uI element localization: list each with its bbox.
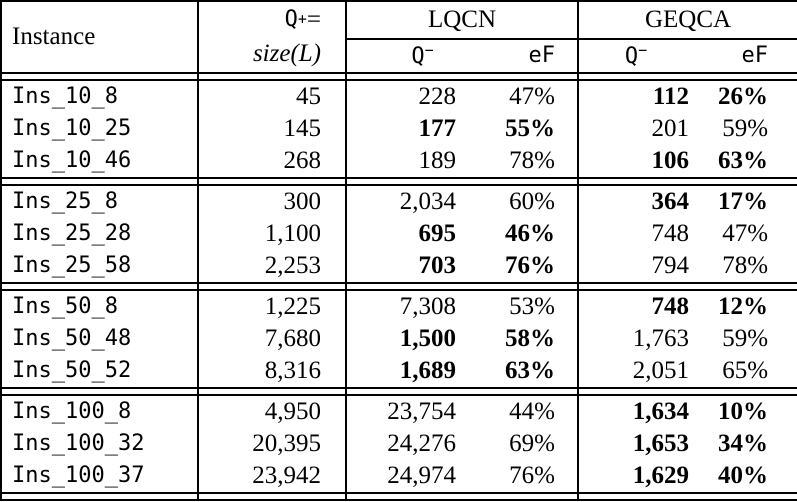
header-size	[198, 1, 346, 73]
lqcn-ef-cell: 60%	[462, 185, 578, 218]
table-body	[1, 73, 797, 500]
lqcn-ef-cell: 47%	[462, 80, 578, 113]
table-row	[1, 80, 797, 113]
size-cell: 300	[198, 185, 346, 218]
lqcn-ef-cell: 78%	[462, 145, 578, 178]
group-separator-rule	[1, 388, 797, 395]
lqcn-ef-cell: 53%	[462, 290, 578, 323]
instance-cell: Ins_50_52	[1, 355, 198, 388]
geqca-ef-cell: 26%	[718, 82, 769, 110]
header-lqcn: LQCN	[346, 1, 578, 39]
geqca-ef-cell: 47%	[722, 219, 769, 247]
header-lqcn-ef: eF	[462, 39, 578, 73]
table-row	[1, 185, 797, 218]
geqca-q-cell: 794	[651, 251, 689, 279]
lqcn-ef-cell: 76%	[462, 250, 578, 283]
header-geqca-qminus: Q−	[624, 40, 648, 69]
geqca-q-cell: 201	[651, 114, 689, 142]
size-cell: 2,253	[198, 250, 346, 283]
table-row	[1, 145, 797, 178]
instance-cell: Ins_10_46	[1, 145, 198, 178]
lqcn-q-cell: 1,689	[399, 356, 456, 384]
lqcn-q-cell: 695	[418, 219, 456, 247]
table-row	[1, 323, 797, 355]
lqcn-q-cell: 703	[418, 251, 456, 279]
header-row-top	[1, 1, 797, 39]
group-separator-rule	[1, 178, 797, 185]
group-separator-rule	[1, 283, 797, 290]
geqca-ef-cell: 78%	[722, 251, 769, 279]
instance-cell: Ins_25_8	[1, 185, 198, 218]
lqcn-q-cell: 177	[418, 114, 456, 142]
size-cell: 145	[198, 113, 346, 145]
geqca-q-cell: 748	[651, 292, 689, 320]
header-q-plus-eq: Q + =	[284, 5, 321, 33]
table-row	[1, 290, 797, 323]
geqca-ef-cell: 34%	[718, 429, 769, 457]
group-separator-rule	[1, 493, 797, 500]
table-row	[1, 355, 797, 388]
header-geqca: GEQCA	[578, 1, 797, 39]
size-cell: 23,942	[198, 460, 346, 493]
instance-cell: Ins_10_25	[1, 113, 198, 145]
geqca-q-cell: 1,634	[632, 397, 689, 425]
size-cell: 268	[198, 145, 346, 178]
table-row	[1, 460, 797, 493]
lqcn-ef-cell: 55%	[462, 113, 578, 145]
lqcn-ef-cell: 46%	[462, 218, 578, 250]
table-row	[1, 395, 797, 428]
instance-cell: Ins_100_8	[1, 395, 198, 428]
lqcn-q-cell: 228	[418, 82, 456, 110]
table-row	[1, 218, 797, 250]
geqca-ef-cell: 17%	[718, 187, 769, 215]
table-row	[1, 113, 797, 145]
geqca-q-cell: 106	[651, 146, 689, 174]
lqcn-q-cell: 2,034	[399, 187, 456, 215]
size-cell: 20,395	[198, 428, 346, 460]
lqcn-ef-cell: 58%	[462, 323, 578, 355]
header-lqcn-qminus: Q−	[411, 40, 434, 69]
header-instance: Instance	[1, 1, 198, 73]
geqca-q-cell: 2,051	[632, 356, 689, 384]
geqca-ef-cell: 12%	[718, 292, 769, 320]
geqca-q-cell: 112	[652, 82, 689, 110]
geqca-q-cell: 1,629	[632, 461, 689, 489]
size-cell: 1,100	[198, 218, 346, 250]
size-cell: 8,316	[198, 355, 346, 388]
geqca-q-cell: 1,653	[632, 429, 689, 457]
size-cell: 7,680	[198, 323, 346, 355]
geqca-q-cell: 364	[651, 187, 689, 215]
lqcn-q-cell: 1,500	[399, 324, 456, 352]
geqca-ef-cell: 59%	[722, 324, 769, 352]
table-row	[1, 250, 797, 283]
geqca-q-cell: 748	[651, 219, 689, 247]
geqca-ef-cell: 63%	[718, 146, 769, 174]
instance-cell: Ins_50_48	[1, 323, 198, 355]
lqcn-q-cell: 23,754	[387, 397, 456, 425]
header-size-of-l: size(L)	[252, 39, 321, 67]
lqcn-q-cell: 7,308	[399, 292, 456, 320]
lqcn-q-cell: 24,276	[387, 429, 456, 457]
geqca-ef-cell: 65%	[722, 356, 769, 384]
geqca-q-cell: 1,763	[632, 324, 689, 352]
geqca-ef-cell: 10%	[718, 397, 769, 425]
geqca-ef-cell: 59%	[722, 114, 769, 142]
instance-cell: Ins_25_28	[1, 218, 198, 250]
instance-cell: Ins_10_8	[1, 80, 198, 113]
lqcn-q-cell: 189	[418, 146, 456, 174]
instance-cell: Ins_100_32	[1, 428, 198, 460]
lqcn-ef-cell: 63%	[462, 355, 578, 388]
lqcn-q-cell: 24,974	[387, 461, 456, 489]
lqcn-ef-cell: 44%	[462, 395, 578, 428]
size-cell: 4,950	[198, 395, 346, 428]
header-geqca-ef: eF	[741, 43, 769, 69]
lqcn-ef-cell: 69%	[462, 428, 578, 460]
instance-cell: Ins_100_37	[1, 460, 198, 493]
geqca-ef-cell: 40%	[718, 461, 769, 489]
size-cell: 45	[198, 80, 346, 113]
table-row	[1, 428, 797, 460]
group-separator-rule	[1, 73, 797, 80]
size-cell: 1,225	[198, 290, 346, 323]
instance-cell: Ins_50_8	[1, 290, 198, 323]
instance-cell: Ins_25_58	[1, 250, 198, 283]
lqcn-ef-cell: 76%	[462, 460, 578, 493]
